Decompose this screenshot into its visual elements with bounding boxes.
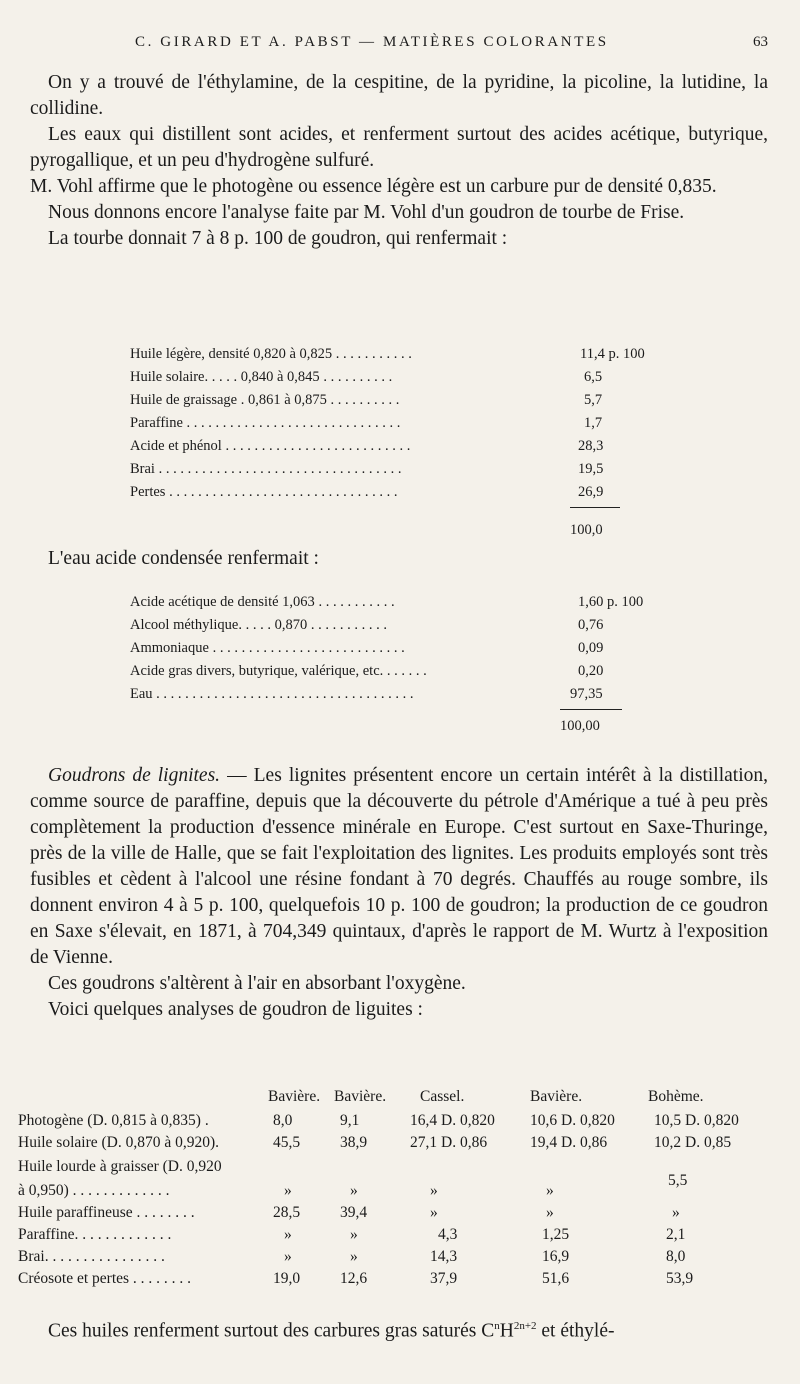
paragraph: On y a trouvé de l'éthylamine, de la cespitine, de la pyridine, la picoline, la lutidine, la collidine. (30, 72, 768, 119)
table-cell: » (672, 1204, 680, 1221)
table-cell: 19,4 D. 0,86 (530, 1134, 608, 1151)
table-cell: 8,0 (273, 1112, 293, 1129)
table-cell: 45,5 (273, 1134, 301, 1151)
row-label: Paraffine . . . . . . . . . . . . . . . . . . . . . . . . . . . . . . (130, 415, 401, 431)
row-value: 28,3 (578, 438, 604, 454)
table-cell: » (350, 1248, 358, 1265)
table-cell: 38,9 (340, 1134, 368, 1151)
intro-text (30, 70, 768, 252)
paragraph (30, 1313, 768, 1345)
table-cell: 16,4 D. 0,820 (410, 1112, 495, 1129)
table-cell: 19,0 (273, 1270, 301, 1287)
column-header: Bavière. (334, 1088, 387, 1105)
section-lead: Goudrons de lignites. (48, 765, 221, 786)
row-value: 1,60 p. 100 (578, 594, 644, 610)
row-label: Acide acétique de densité 1,063 . . . . . . . . . . . (130, 594, 395, 610)
paragraph: Les eaux qui distillent sont acides, et renferment surtout des acides acétique, butyrique, pyrogallique, et un peu d'hydrogène sulfuré. (30, 124, 768, 171)
table-cell: » (284, 1182, 292, 1199)
row-label: Acide gras divers, butyrique, valérique, etc. . . . . . . (130, 663, 427, 679)
column-header: Cassel. (420, 1088, 465, 1105)
table-cell: 14,3 (430, 1248, 458, 1265)
table-cell: 8,0 (666, 1248, 686, 1265)
row-value: 0,09 (578, 640, 604, 656)
table-cell: 1,25 (542, 1226, 570, 1243)
row-label: Huile paraffineuse . . . . . . . . (18, 1204, 195, 1221)
row-label: Paraffine. . . . . . . . . . . . . (18, 1226, 172, 1243)
table-cell: 28,5 (273, 1204, 301, 1221)
table-cell: 27,1 D. 0,86 (410, 1134, 488, 1151)
row-label: Pertes . . . . . . . . . . . . . . . . . . . . . . . . . . . . . . . . (130, 484, 398, 500)
table-cell: 53,9 (666, 1270, 694, 1287)
row-label: Huile légère, densité 0,820 à 0,825 . . . . . . . . . . . (130, 346, 412, 362)
row-value: 26,9 (578, 484, 604, 500)
text-run: et éthylé- (536, 1320, 615, 1342)
table-cell: 12,6 (340, 1270, 368, 1287)
table-cell: » (430, 1204, 438, 1221)
column-header: Bavière. (530, 1088, 583, 1105)
table-cell: 37,9 (430, 1270, 458, 1287)
text-run: H (499, 1320, 514, 1342)
row-value: 97,35 (570, 686, 603, 702)
row-label: Créosote et pertes . . . . . . . . (18, 1270, 192, 1287)
row-label: Brai. . . . . . . . . . . . . . . . (18, 1248, 165, 1265)
table-cell: » (546, 1182, 554, 1199)
table-cell: » (546, 1204, 554, 1221)
row-value: 0,20 (578, 663, 604, 679)
page-number: 63 (753, 34, 768, 50)
superscript: n (494, 1320, 500, 1332)
table-cell: » (430, 1182, 438, 1199)
row-label: Photogène (D. 0,815 à 0,835) . (18, 1112, 209, 1129)
paragraph: M. Vohl affirme que le photogène ou essence légère est un carbure pur de densité 0,835. (30, 176, 717, 197)
table-cell: 51,6 (542, 1270, 570, 1287)
table-cell: 16,9 (542, 1248, 570, 1265)
row-label: Huile solaire (D. 0,870 à 0,920). (18, 1134, 220, 1151)
lignite-analyses-table (18, 1088, 778, 1288)
paragraph: Voici quelques analyses de goudron de liguites : (48, 999, 423, 1020)
row-label: à 0,950) . . . . . . . . . . . . . (18, 1182, 170, 1199)
paragraph: L'eau acide condensée renfermait : (48, 548, 319, 569)
row-label: Huile solaire. . . . . 0,840 à 0,845 . . . . . . . . . . (130, 369, 393, 385)
paragraph (30, 763, 768, 971)
column-header: Bavière. (268, 1088, 321, 1105)
row-label: Ammoniaque . . . . . . . . . . . . . . . . . . . . . . . . . . . (130, 640, 405, 656)
row-label: Huile lourde à graisser (D. 0,920 (18, 1158, 222, 1175)
table-cell: 39,4 (340, 1204, 368, 1221)
total-value: 100,0 (570, 522, 603, 538)
row-label: Brai . . . . . . . . . . . . . . . . . . . . . . . . . . . . . . . . . . (130, 461, 402, 477)
table-cell: 9,1 (340, 1112, 360, 1129)
table-cell: 10,2 D. 0,85 (654, 1134, 732, 1151)
section-body: — Les lignites présentent encore un certain intérêt à la distillation, comme source de paraffine, depuis que la découverte du pétrole d'Amérique a tué à peu près complètement la production d'essence minérale en Europe. C'est surtout en Saxe-Thuringe, près de la ville de Halle, que se fait l'exploitation des lignites. Les produits employés sont très fusibles et cèdent à l'alcool une résine fondant à 70 degrés. Chauffés au rouge sombre, ils donnent environ 4 à 5 p. 100, quelquefois 10 p. 100 de goudron; la production de ce goudron en Saxe s'élevait, en 1871, à 704,349 quintaux, d'après le rapport de M. Wurtz à l'exposition de Vienne. (30, 765, 768, 968)
table-cell: » (350, 1182, 358, 1199)
table-cell: 10,5 D. 0,820 (654, 1112, 739, 1129)
table-cell: » (284, 1248, 292, 1265)
water-intro (30, 546, 768, 572)
row-label: Alcool méthylique. . . . . 0,870 . . . . . . . . . . . (130, 617, 387, 633)
final-line (30, 1313, 768, 1345)
paragraph: La tourbe donnait 7 à 8 p. 100 de goudron, qui renfermait : (48, 228, 508, 249)
row-value: 11,4 p. 100 (580, 346, 645, 362)
paragraph: Ces goudrons s'altèrent à l'air en absorbant l'oxygène. (48, 973, 466, 994)
table-cell: » (284, 1226, 292, 1243)
table-cell: 4,3 (438, 1226, 458, 1243)
row-label: Acide et phénol . . . . . . . . . . . . . . . . . . . . . . . . . . (130, 438, 411, 454)
lignites-section (30, 763, 768, 1023)
row-label: Eau . . . . . . . . . . . . . . . . . . . . . . . . . . . . . . . . . . . . (130, 686, 414, 702)
total-rule (560, 709, 622, 710)
total-rule (570, 507, 620, 508)
table-cell: 5,5 (668, 1172, 688, 1189)
paragraph: Nous donnons encore l'analyse faite par M. Vohl d'un goudron de tourbe de Frise. (48, 202, 685, 223)
row-label: Huile de graissage . 0,861 à 0,875 . . . . . . . . . . (130, 392, 400, 408)
running-title: C. GIRARD ET A. PABST — MATIÈRES COLORANTES (135, 34, 609, 50)
running-header (0, 34, 800, 56)
superscript: 2n+2 (513, 1320, 537, 1332)
text-run: Ces huiles renferment surtout des carbures gras saturés C (48, 1320, 495, 1342)
row-value: 1,7 (584, 415, 603, 431)
row-value: 19,5 (578, 461, 604, 477)
table-cell: » (350, 1226, 358, 1243)
table-cell: 10,6 D. 0,820 (530, 1112, 615, 1129)
total-value: 100,00 (560, 718, 600, 734)
row-value: 5,7 (584, 392, 603, 408)
row-value: 6,5 (584, 369, 603, 385)
column-header: Bohème. (648, 1088, 704, 1105)
row-value: 0,76 (578, 617, 604, 633)
table-cell: 2,1 (666, 1226, 686, 1243)
